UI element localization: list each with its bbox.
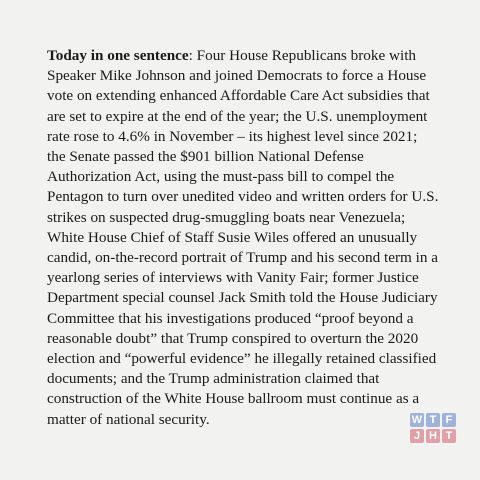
logo-letter-h: H bbox=[426, 429, 440, 443]
lead-label: Today in one sentence bbox=[47, 47, 189, 64]
logo-letter-t: T bbox=[426, 413, 440, 427]
summary-body: Four House Republicans broke with Speaker Mike Johnson and joined Democrats to force a House vote on extending enhanced Affordable Care Act subsidies that are set to expire at the end of the year; the U.S. unemployment rate rose to 4.6% in November – its highest level since 2021; the Senate passed the $901 billion National Defense Authorization Act, using the must-pass bill to compel the Pentagon to turn over unedited video and written orders for U.S. strikes on suspected drug-smuggling boats near Venezuela; White House Chief of Staff Susie Wiles offered an unusually candid, on-the-record portrait of Trump and his second term in a yearlong series of interviews with Vanity Fair; former Justice Department special counsel Jack Smith told the House Judiciary Committee that his investigations produced “proof beyond a reasonable doubt” that Trump conspired to overturn the 2020 election and “powerful evidence” he illegally retained classified documents; and the Trump administration claimed that construction of the White House ballroom must continue as a matter of national security. bbox=[47, 47, 439, 428]
logo-letter-t2: T bbox=[442, 429, 456, 443]
logo-letter-w: W bbox=[411, 414, 423, 426]
wtfjht-logo bbox=[410, 413, 456, 443]
daily-summary-paragraph bbox=[47, 46, 439, 430]
lead-separator: : bbox=[188, 47, 197, 64]
logo-letter-j: J bbox=[410, 429, 424, 443]
logo-letter-f: F bbox=[442, 413, 456, 427]
